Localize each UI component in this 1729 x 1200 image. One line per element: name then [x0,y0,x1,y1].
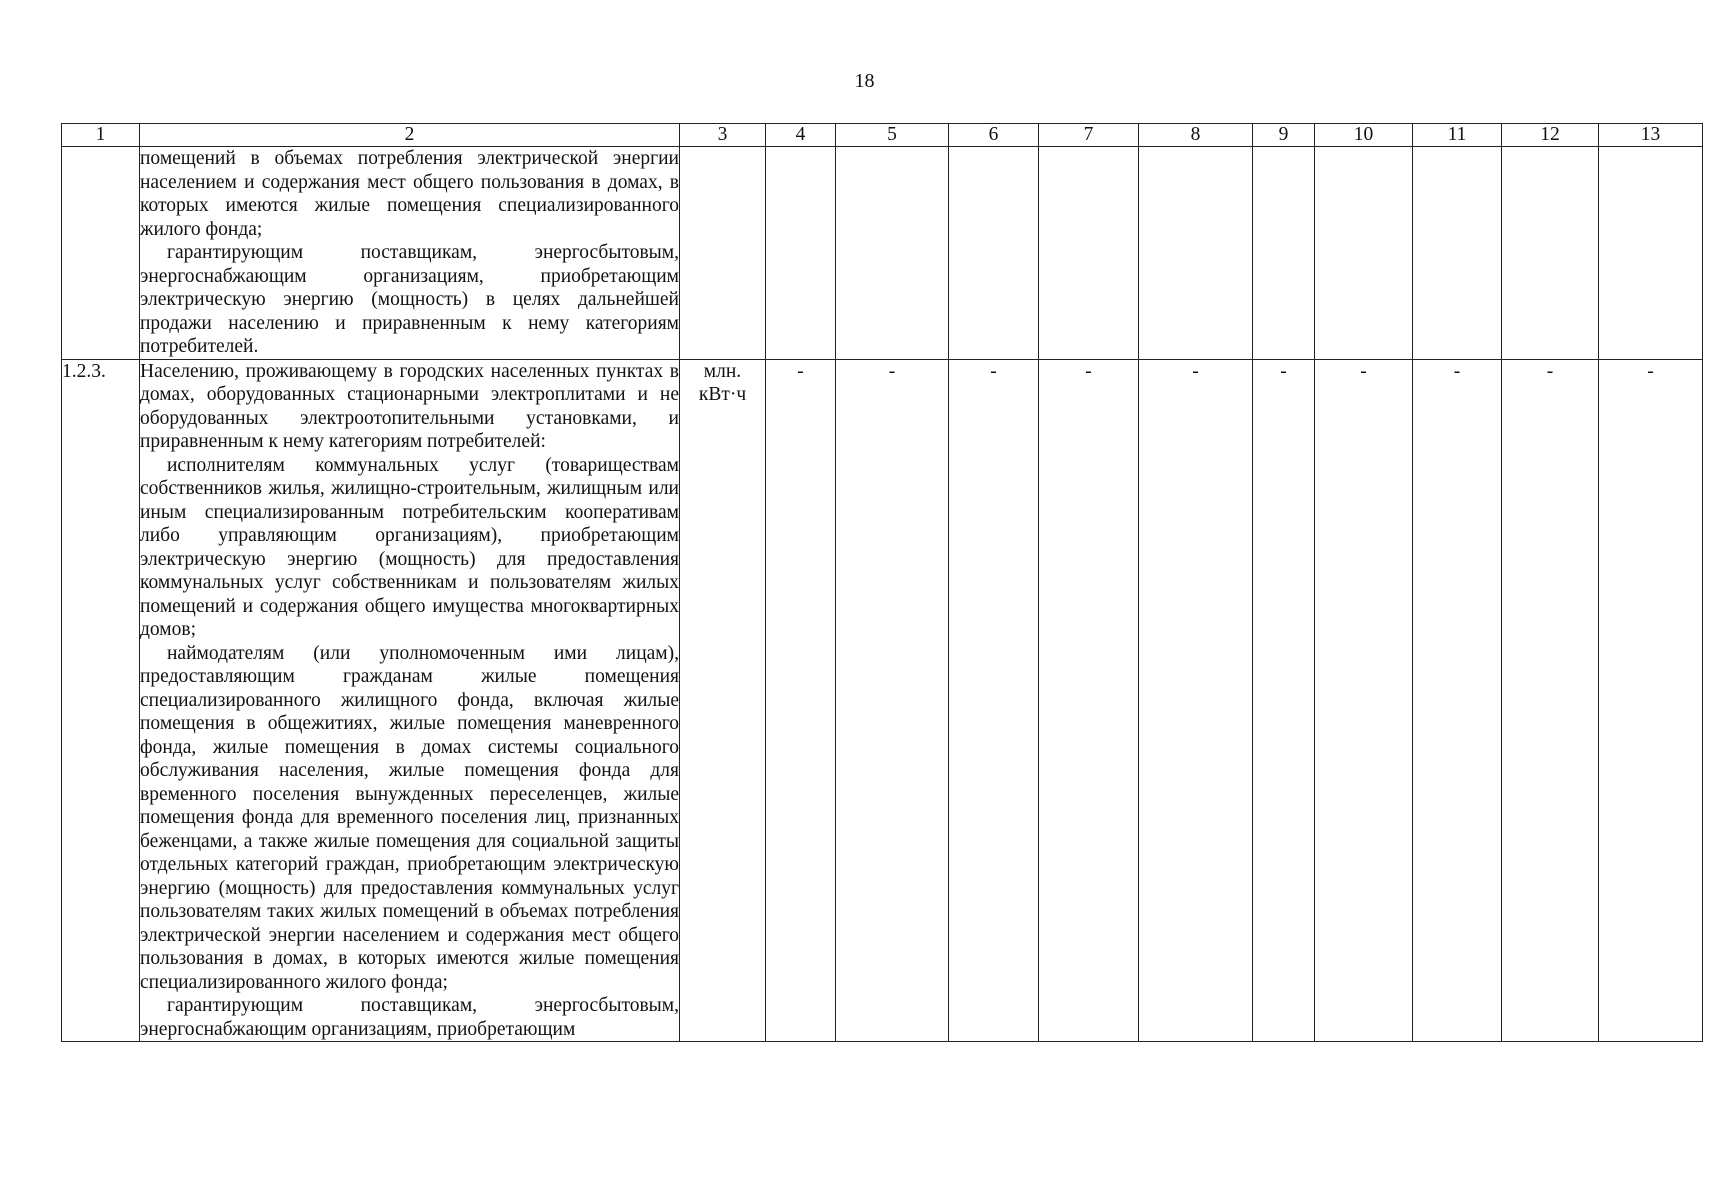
header-cell-13: 13 [1599,124,1703,147]
value-cell [949,147,1039,360]
value-cell: - [836,359,949,1042]
row-description-cell [140,147,680,360]
description-paragraph: исполнителям коммунальных услуг (товариществам собственников жилья, жилищно-строительным, жилищным или иным специализированным потребительским кооперативам либо управляющим организациям), приобретающим электрическую энергию (мощность) для предоставления коммунальных услуг собственникам и пользователям жилых помещений и содержания общего имущества многоквартирных домов; [140,454,679,640]
value-cell [766,147,836,360]
page-number: 18 [854,70,875,92]
header-cell-9: 9 [1253,124,1315,147]
value-cell: - [766,359,836,1042]
value-cell [1599,147,1703,360]
table-row [62,147,1703,360]
header-cell-8: 8 [1139,124,1253,147]
value-cell [1502,147,1599,360]
header-cell-1: 1 [62,124,140,147]
header-cell-6: 6 [949,124,1039,147]
description-paragraph: наймодателям (или уполномоченным ими лицам), предоставляющим гражданам жилые помещения специализированного жилищного фонда, включая жилые помещения в общежитиях, жилые помещения маневренного фонда, жилые помещения в домах системы социального обслуживания населения, жилые помещения фонда для временного поселения вынужденных переселенцев, жилые помещения фонда для временного поселения лиц, признанных беженцами, а также жилые помещения для социальной защиты отдельных категорий граждан, приобретающим электрическую энергию (мощность) для предоставления коммунальных услуг пользователям таких жилых помещений в объемах потребления электрической энергии населением и содержания мест общего пользования в домах, в которых имеются жилые помещения специализированного жилого фонда; [140,642,679,993]
description-paragraph: гарантирующим поставщикам, энергосбытовым, энергоснабжающим организациям, приобретающим [140,995,679,1040]
value-cell [1253,147,1315,360]
value-cell: - [1413,359,1502,1042]
value-cell: - [1599,359,1703,1042]
header-cell-5: 5 [836,124,949,147]
row-number-cell: 1.2.3. [62,359,140,1042]
header-cell-7: 7 [1039,124,1139,147]
header-cell-2: 2 [140,124,680,147]
unit-cell [680,147,766,360]
table-header-row [62,124,1703,147]
unit-cell: млн. кВт·ч [680,359,766,1042]
header-cell-11: 11 [1413,124,1502,147]
header-cell-4: 4 [766,124,836,147]
description-paragraph: Населению, проживающему в городских населенных пунктах в домах, оборудованных стационарными электроплитами и не оборудованных электроотопительными установками, и приравненным к нему категориям потребителей: [140,360,679,452]
data-table [61,123,1703,1042]
value-cell: - [1253,359,1315,1042]
value-cell: - [1502,359,1599,1042]
value-cell: - [949,359,1039,1042]
header-cell-10: 10 [1315,124,1413,147]
table-row [62,359,1703,1042]
value-cell [1413,147,1502,360]
description-paragraph: помещений в объемах потребления электрической энергии населением и содержания мест общего пользования в домах, в которых имеются жилые помещения специализированного жилого фонда; [140,148,679,240]
header-cell-3: 3 [680,124,766,147]
value-cell [836,147,949,360]
header-cell-12: 12 [1502,124,1599,147]
row-number-cell [62,147,140,360]
value-cell [1139,147,1253,360]
value-cell [1039,147,1139,360]
value-cell [1315,147,1413,360]
value-cell: - [1139,359,1253,1042]
value-cell: - [1039,359,1139,1042]
value-cell: - [1315,359,1413,1042]
row-description-cell [140,359,680,1042]
description-paragraph: гарантирующим поставщикам, энергосбытовым, энергоснабжающим организациям, приобретающим электрическую энергию (мощность) в целях дальнейшей продажи населению и приравненным к нему категориям потребителей. [140,242,679,357]
